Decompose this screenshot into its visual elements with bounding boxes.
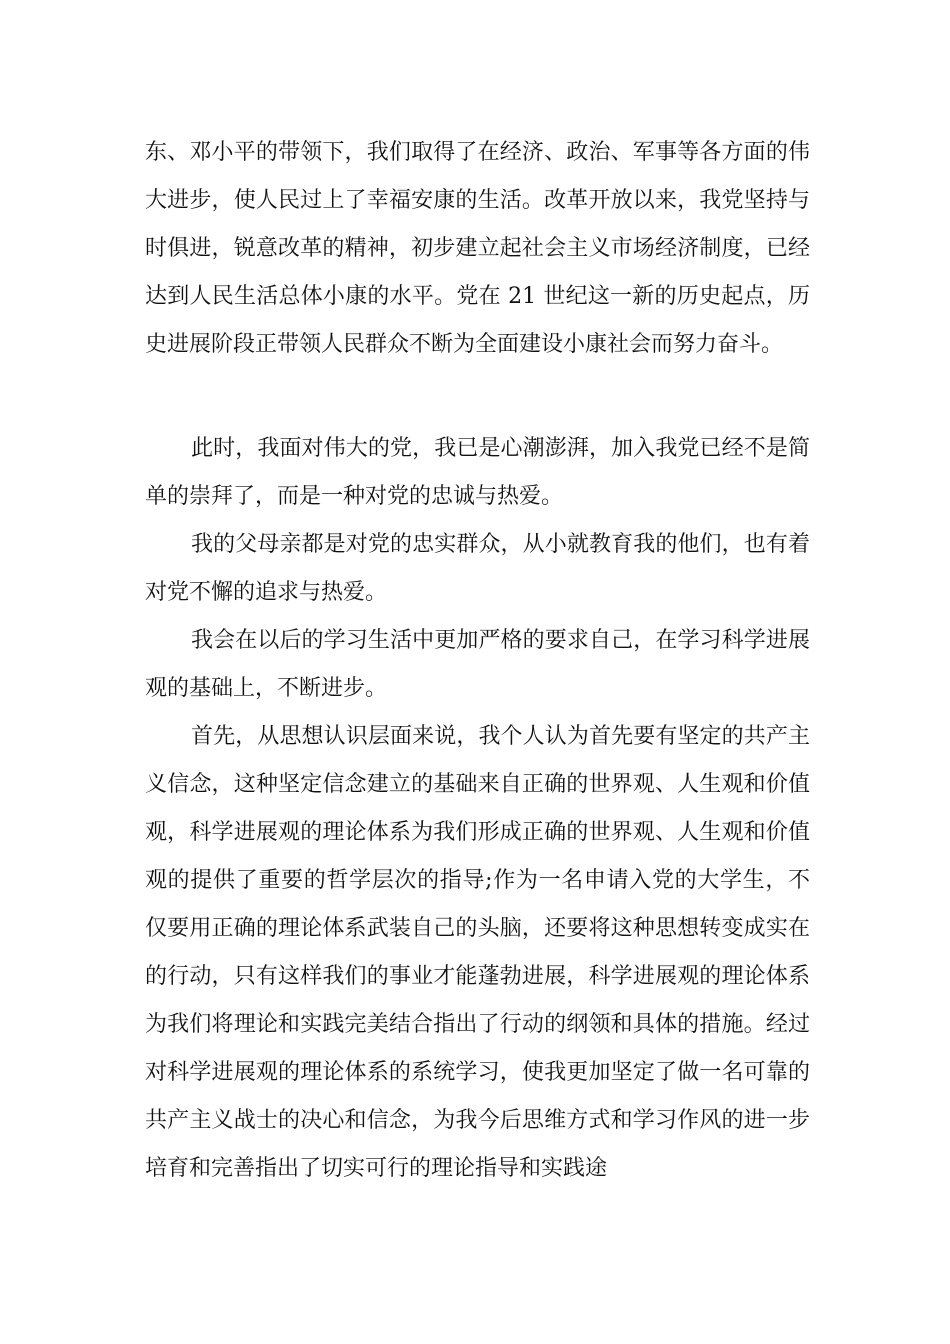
text-section-main (145, 425, 810, 1193)
paragraph-continuation: 东、邓小平的带领下，我们取得了在经济、政治、军事等各方面的伟大进步，使人民过上了幸福安康的生活。改革开放以来，我党坚持与时俱进，锐意改革的精神，初步建立起社会主义市场经济制度，已经达到人民生活总体小康的水平。党在 21 世纪这一新的历史起点，历史进展阶段正带领人民群众不断为全面建设小康社会而努力奋斗。 (145, 140, 810, 357)
paragraph: 此时，我面对伟大的党，我已是心潮澎湃，加入我党已经不是简单的崇拜了，而是一种对党的忠诚与热爱。 (145, 436, 810, 509)
paragraph: 我会在以后的学习生活中更加严格的要求自己，在学习科学进展观的基础上，不断进步。 (145, 628, 810, 701)
text-section-continuation (145, 129, 810, 369)
paragraph: 我的父母亲都是对党的忠实群众，从小就教育我的他们，也有着对党不懈的追求与热爱。 (145, 532, 810, 605)
paragraph: 首先，从思想认识层面来说，我个人认为首先要有坚定的共产主义信念，这种坚定信念建立的基础来自正确的世界观、人生观和价值观，科学进展观的理论体系为我们形成正确的世界观、人生观和价值观的提供了重要的哲学层次的指导;作为一名申请入党的大学生，不仅要用正确的理论体系武装自己的头脑，还要将这种思想转变成实在的行动，只有这样我们的事业才能蓬勃进展，科学进展观的理论体系为我们将理论和实践完美结合指出了行动的纲领和具体的措施。经过对科学进展观的理论体系的系统学习，使我更加坚定了做一名可靠的共产主义战士的决心和信念，为我今后思维方式和学习作风的进一步培育和完善指出了切实可行的理论指导和实践途 (145, 724, 810, 1181)
